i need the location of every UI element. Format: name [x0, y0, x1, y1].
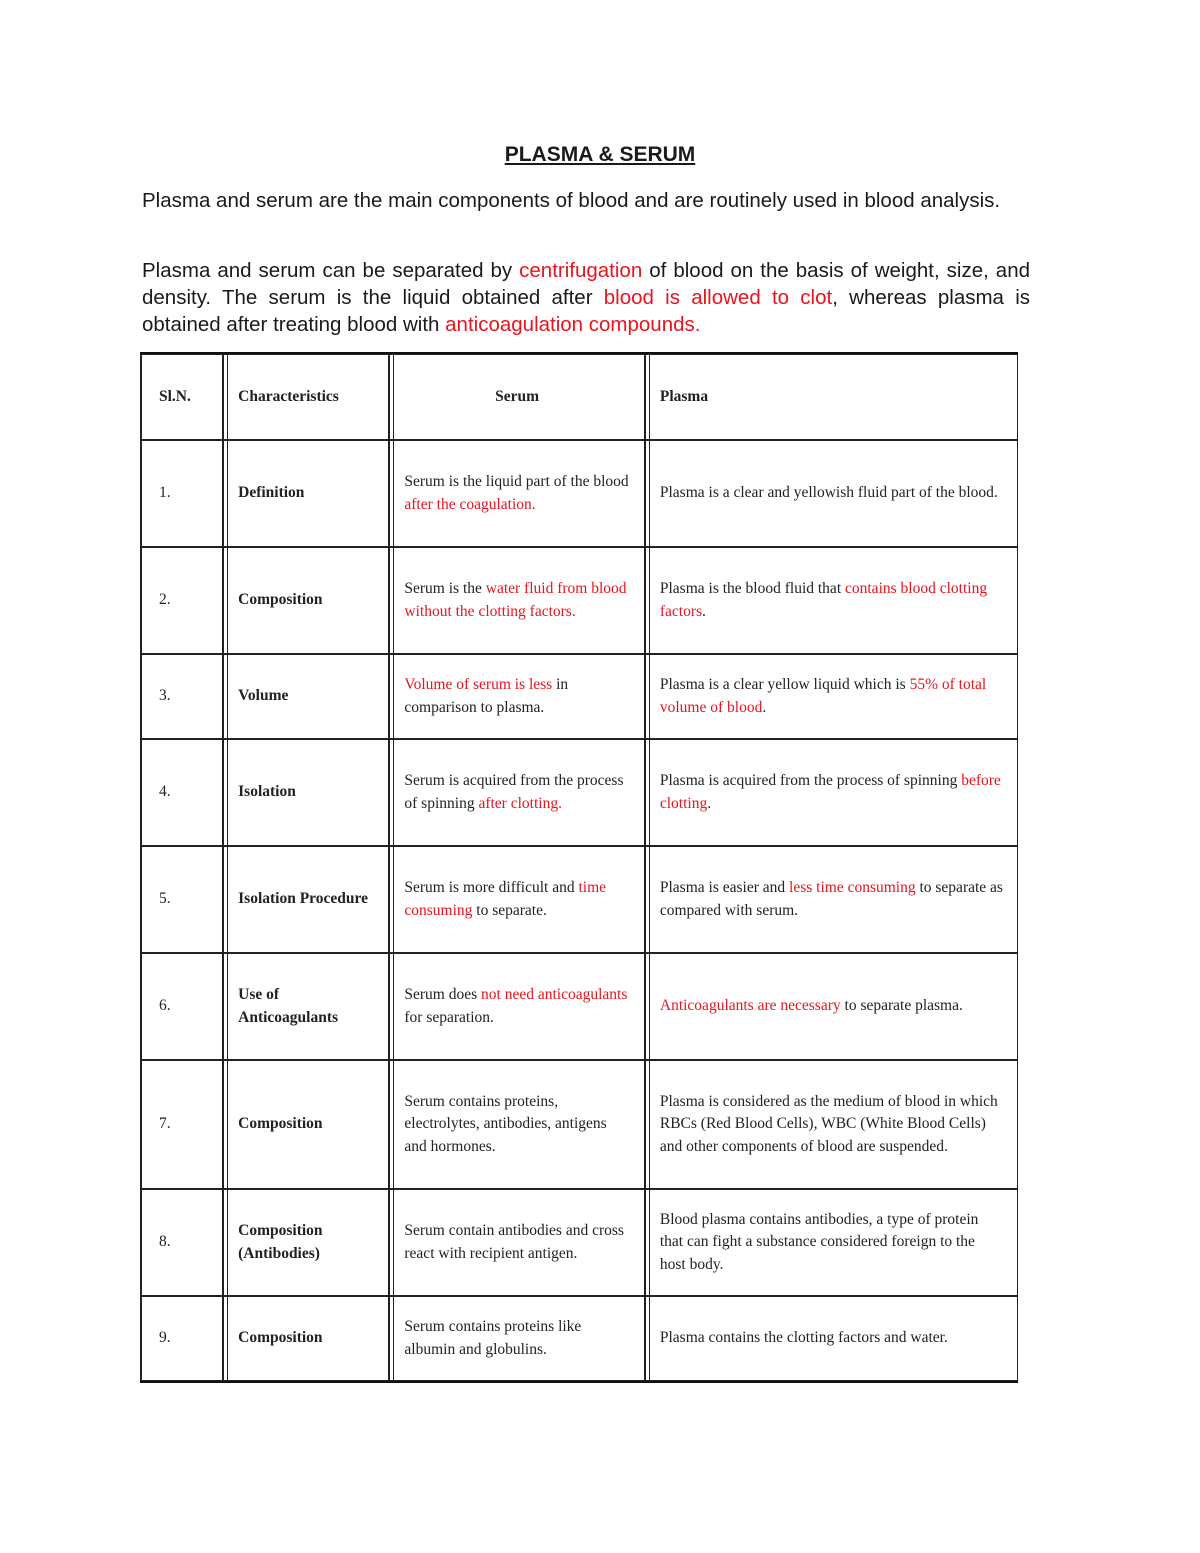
- intro-text: , whereas plasma is obtained after treating blood with: [142, 286, 1030, 336]
- highlight-text: less time consuming: [789, 879, 916, 896]
- highlight-text: after clotting.: [478, 794, 562, 812]
- intro-paragraph-2: [142, 257, 1030, 338]
- row-characteristic: Composition: [223, 1296, 389, 1381]
- row-number: 8.: [140, 1189, 223, 1296]
- cell-text: Serum does: [404, 986, 482, 1003]
- table-header-row: [140, 354, 1018, 440]
- row-characteristic: Composition: [223, 547, 389, 654]
- highlight-text: Volume of serum is less: [404, 676, 553, 693]
- intro-text: of blood on the basis of weight, size, and density. The serum is the liquid obtained after: [142, 259, 1030, 309]
- table-row: [140, 654, 1018, 739]
- table-row: [140, 846, 1018, 953]
- cell-text: Plasma contains the clotting factors and water.: [659, 1329, 948, 1347]
- plasma-cell: [645, 739, 1018, 846]
- plasma-cell: [645, 1296, 1018, 1381]
- table-row: [140, 739, 1018, 846]
- serum-cell: [389, 547, 644, 654]
- row-number: 1.: [140, 440, 223, 547]
- serum-cell: [389, 739, 644, 846]
- header-serum: Serum: [389, 354, 644, 440]
- cell-text: .: [762, 698, 767, 716]
- row-number: 7.: [140, 1060, 223, 1189]
- row-number: 3.: [140, 654, 223, 739]
- highlight-text: time consuming: [404, 879, 607, 919]
- cell-text: Plasma is the blood fluid that: [659, 580, 845, 597]
- serum-cell: [389, 846, 644, 953]
- row-number: 6.: [140, 953, 223, 1060]
- header-plasma: Plasma: [645, 354, 1018, 440]
- cell-text: Plasma is a clear yellow liquid which is: [659, 676, 910, 693]
- highlight-text: centrifugation: [519, 259, 643, 282]
- highlight-text: not need anticoagulants: [481, 986, 628, 1003]
- plasma-cell: [645, 654, 1018, 739]
- serum-cell: [389, 1296, 644, 1381]
- row-characteristic: Volume: [223, 654, 389, 739]
- plasma-cell: [645, 1060, 1018, 1189]
- cell-text: Serum is the liquid part of the blood: [404, 473, 629, 490]
- highlight-text: water fluid from blood without the clotting factors.: [404, 580, 627, 620]
- row-characteristic: Composition (Antibodies): [223, 1189, 389, 1296]
- cell-text: in comparison to plasma.: [404, 676, 569, 716]
- highlight-text: contains blood clotting factors: [659, 580, 988, 620]
- cell-text: Plasma is a clear and yellowish fluid part of the blood.: [659, 484, 998, 502]
- intro-paragraph-1: Plasma and serum are the main components of blood and are routinely used in blood analysis.: [142, 189, 1001, 212]
- cell-text: Plasma is easier and: [659, 879, 790, 896]
- highlight-text: 55% of total volume of blood: [659, 676, 987, 716]
- cell-text: for separation.: [404, 1008, 494, 1026]
- row-number: 4.: [140, 739, 223, 846]
- cell-text: to separate plasma.: [840, 997, 963, 1015]
- highlight-text: Anticoagulants are necessary: [659, 997, 841, 1015]
- table-row: [140, 1189, 1018, 1296]
- table-row: [140, 1296, 1018, 1381]
- plasma-cell: [645, 547, 1018, 654]
- highlight-text: blood is allowed to clot: [603, 286, 833, 309]
- comparison-table: [140, 352, 1018, 1383]
- cell-text: Serum contain antibodies and cross react with recipient antigen.: [404, 1222, 624, 1262]
- serum-cell: [389, 1060, 644, 1189]
- cell-text: to separate.: [472, 901, 547, 919]
- row-characteristic: Use of Anticoagulants: [223, 953, 389, 1060]
- serum-cell: [389, 953, 644, 1060]
- row-characteristic: Composition: [223, 1060, 389, 1189]
- plasma-cell: [645, 440, 1018, 547]
- plasma-cell: [645, 846, 1018, 953]
- table-row: [140, 1060, 1018, 1189]
- serum-cell: [389, 654, 644, 739]
- row-number: 2.: [140, 547, 223, 654]
- table-row: [140, 547, 1018, 654]
- cell-text: Plasma is acquired from the process of spinning: [659, 772, 962, 789]
- highlight-text: after the coagulation.: [404, 495, 536, 513]
- row-characteristic: Isolation: [223, 739, 389, 846]
- highlight-text: before clotting: [659, 772, 1001, 812]
- table-row: [140, 440, 1018, 547]
- header-sl-no: Sl.N.: [140, 354, 223, 440]
- row-characteristic: Definition: [223, 440, 389, 547]
- cell-text: .: [702, 602, 706, 620]
- cell-text: Plasma is considered as the medium of blood in which RBCs (Red Blood Cells), WBC (White Blood Cells) and other components of blood are suspended.: [659, 1092, 998, 1155]
- cell-text: .: [707, 794, 712, 812]
- intro-text: Plasma and serum can be separated by: [142, 259, 520, 282]
- row-number: 5.: [140, 846, 223, 953]
- highlight-text: anticoagulation compounds.: [445, 313, 701, 336]
- document-title: PLASMA & SERUM: [504, 143, 696, 166]
- cell-text: Serum is the: [404, 580, 486, 597]
- serum-cell: [389, 1189, 644, 1296]
- plasma-cell: [645, 1189, 1018, 1296]
- cell-text: Serum contains proteins, electrolytes, antibodies, antigens and hormones.: [404, 1092, 607, 1155]
- row-characteristic: Isolation Procedure: [223, 846, 389, 953]
- plasma-cell: [645, 953, 1018, 1060]
- cell-text: Blood plasma contains antibodies, a type of protein that can fight a substance considered foreign to the host body.: [659, 1210, 979, 1273]
- table-row: [140, 953, 1018, 1060]
- cell-text: Serum is acquired from the process of spinning: [404, 772, 624, 812]
- cell-text: to separate as compared with serum.: [659, 879, 1003, 919]
- cell-text: Serum is more difficult and: [404, 879, 579, 896]
- cell-text: Serum contains proteins like albumin and globulins.: [404, 1318, 582, 1358]
- serum-cell: [389, 440, 644, 547]
- row-number: 9.: [140, 1296, 223, 1381]
- header-characteristics: Characteristics: [223, 354, 389, 440]
